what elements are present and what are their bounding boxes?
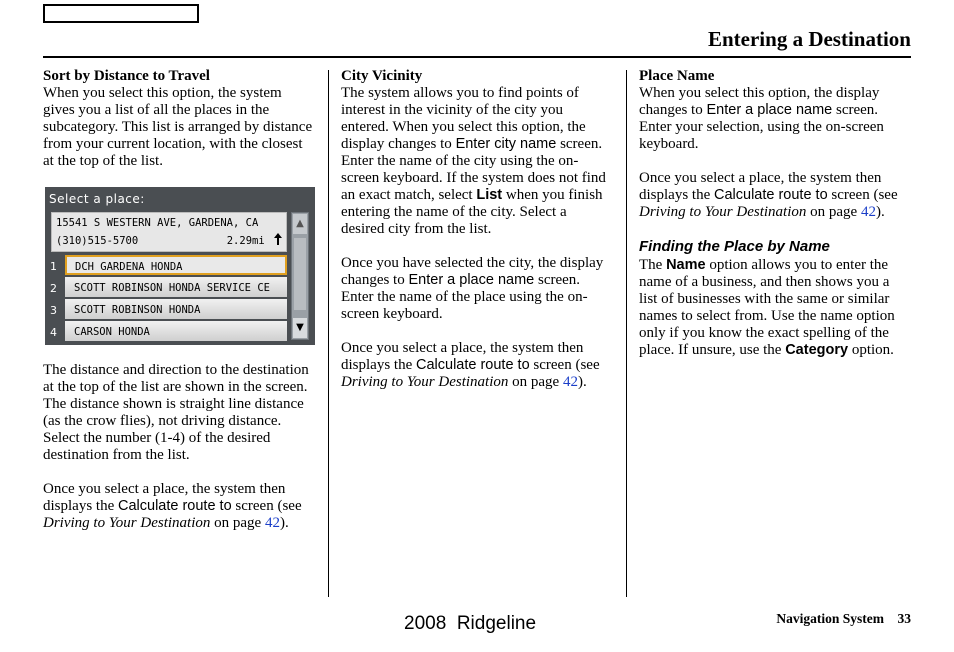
paragraph: When you select this option, the system gives you a list of all the places in the subcategory. This list is arranged by distance from your current location, with the closest at the top of the list.: [43, 85, 313, 169]
select-a-place-screenshot: [45, 187, 315, 345]
text: option.: [848, 342, 894, 358]
place-info-row: [56, 232, 282, 250]
scroll-up-icon[interactable]: ▲: [293, 214, 307, 234]
list-item-number: 4: [50, 326, 57, 339]
column-divider-2: [626, 70, 627, 597]
text: ).: [279, 515, 289, 531]
list-item-label[interactable]: SCOTT ROBINSON HONDA: [65, 299, 287, 319]
text: when you finish entering the name of the city. Select a desired city from the list.: [341, 187, 603, 237]
list-item-number: 3: [50, 304, 57, 317]
paragraph: [639, 170, 911, 221]
paragraph: [639, 257, 911, 359]
paragraph: [639, 85, 911, 153]
text: screen (see: [231, 498, 302, 514]
list-item-label-selected[interactable]: DCH GARDENA HONDA: [65, 255, 287, 275]
paragraph: [341, 340, 613, 391]
text: on page: [508, 374, 563, 390]
place-info-box: [51, 212, 287, 252]
text: screen. Enter your selection, using the on-screen keyboard.: [639, 102, 884, 152]
text: Once you select a place, the system then displays the: [43, 481, 286, 514]
screen-name-text: Calculate route to: [416, 357, 530, 373]
page-link[interactable]: 42: [562, 374, 578, 390]
text: on page: [210, 515, 265, 531]
button-name-text: Category: [785, 342, 849, 358]
place-phone: (310)515-5700: [56, 235, 139, 247]
list-item-label[interactable]: SCOTT ROBINSON HONDA SERVICE CE: [65, 277, 287, 297]
screen-name-text: Enter a place name: [706, 102, 833, 118]
text: The: [639, 257, 667, 273]
up-arrow-icon: [271, 235, 282, 247]
page-link[interactable]: 42: [264, 515, 280, 531]
screen-name-text: Enter city name: [455, 136, 557, 152]
place-distance: 2.29mi: [226, 235, 265, 247]
section-heading-city-vicinity: City Vicinity: [341, 68, 423, 84]
text: option allows you to enter the name of a business, and then shows you a list of businesses with the same or similar names to select from. Use the name option only if you know the exact spelling of the place. If unsure, use the: [639, 257, 895, 358]
scrollbar[interactable]: [291, 212, 309, 340]
text: When you select this option, the display changes to: [639, 85, 880, 118]
page-number: 33: [897, 611, 911, 626]
reference-title: Driving to Your Destination: [341, 374, 509, 390]
text: Once you have selected the city, the display changes to: [341, 255, 604, 288]
text: ).: [577, 374, 587, 390]
list-item-number: 1: [50, 260, 57, 273]
text: Once you select a place, the system then displays the: [639, 170, 882, 203]
footer-section-and-page: [776, 611, 911, 627]
list-item-label[interactable]: CARSON HONDA: [65, 321, 287, 341]
paragraph: [341, 255, 613, 323]
column-divider-1: [328, 70, 329, 597]
paragraph: [341, 85, 613, 238]
text: screen (see: [529, 357, 600, 373]
page-title: Entering a Destination: [707, 27, 911, 51]
reference-title: Driving to Your Destination: [43, 515, 211, 531]
column-1: [43, 68, 315, 549]
footer-section: Navigation System: [776, 611, 884, 626]
paragraph: [43, 481, 315, 532]
screen-name-text: Calculate route to: [118, 498, 232, 514]
place-distance-group: [227, 232, 282, 250]
list-item[interactable]: [45, 255, 289, 275]
title-divider: [43, 56, 911, 58]
text: on page: [806, 204, 861, 220]
scroll-down-icon[interactable]: ▼: [293, 318, 307, 338]
text: ).: [875, 204, 885, 220]
list-item[interactable]: [45, 299, 289, 319]
column-2: [341, 68, 613, 408]
footer-model-name: 2008 Ridgeline: [404, 613, 537, 634]
section-heading-place-name: Place Name: [639, 68, 715, 84]
page-link[interactable]: 42: [860, 204, 876, 220]
text: The system allows you to find points of interest in the vicinity of the city you entered. When you select this option, the display changes to: [341, 85, 586, 152]
text: screen. Enter the name of the place using the on-screen keyboard.: [341, 272, 588, 322]
text: screen (see: [827, 187, 898, 203]
button-name-text: Name: [666, 257, 706, 273]
column-3: [639, 68, 911, 376]
header-tab-box: [43, 4, 199, 23]
paragraph: The distance and direction to the destination at the top of the list are shown in the screen. The distance shown is straight line distance (as the crow flies), not driving distance. Select the number (1-4) of the desired destination from the list.: [43, 362, 309, 463]
text: Once you select a place, the system then displays the: [341, 340, 584, 373]
section-heading-sort-by-distance: Sort by Distance to Travel: [43, 68, 210, 84]
place-address: 15541 S WESTERN AVE, GARDENA, CA: [56, 217, 259, 229]
scroll-thumb[interactable]: [294, 238, 306, 310]
list-item[interactable]: [45, 277, 289, 297]
screen-name-text: Enter a place name: [408, 272, 535, 288]
button-name-text: List: [476, 187, 503, 203]
subheading-finding-place-by-name: Finding the Place by Name: [639, 238, 830, 255]
list-item[interactable]: [45, 321, 289, 341]
reference-title: Driving to Your Destination: [639, 204, 807, 220]
list-item-number: 2: [50, 282, 57, 295]
screen-title: Select a place:: [49, 192, 145, 206]
text: screen. Enter the name of the city using the on-screen keyboard. If the system does not find an exact match, select: [341, 136, 606, 203]
screen-name-text: Calculate route to: [714, 187, 828, 203]
